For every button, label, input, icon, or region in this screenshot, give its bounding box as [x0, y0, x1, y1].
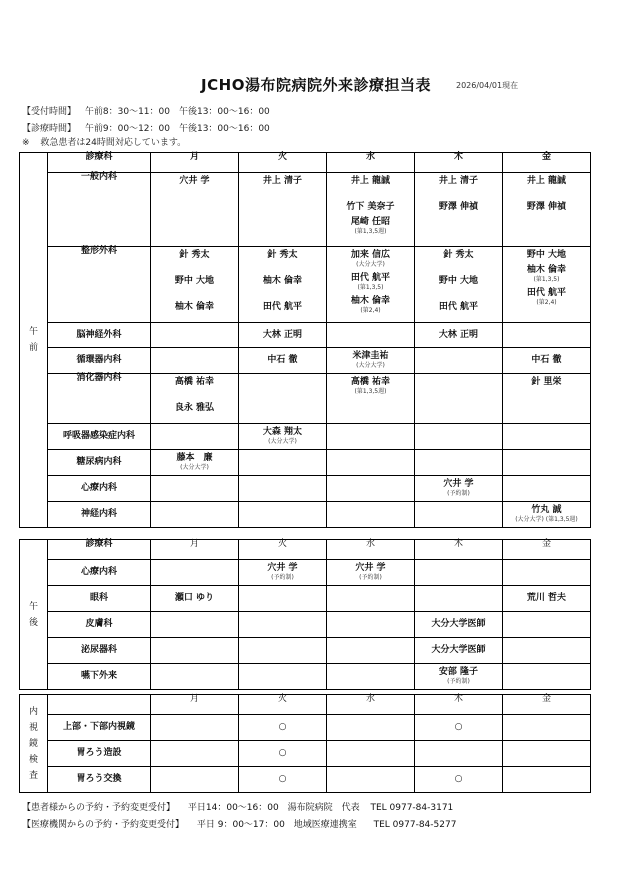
doctor-name: 野中 大地 — [526, 250, 567, 260]
afternoon-label-char: 後 — [28, 617, 38, 628]
day-header: 火 — [239, 540, 327, 560]
doctor-note: (第1,3,5週) — [354, 388, 387, 395]
schedule-cell — [327, 323, 415, 348]
schedule-cell — [503, 374, 591, 424]
doctor-name: 田代 航平 — [438, 302, 479, 312]
endoscopy-label-char: 査 — [28, 770, 38, 781]
schedule-cell — [151, 612, 239, 638]
schedule-cell — [415, 476, 503, 502]
reception-hours-label: 【受付時間】 — [22, 107, 77, 117]
doctor-name: 田代 航平 — [350, 273, 391, 283]
doctor-note: (大分大学) — [268, 438, 297, 445]
doctor-name: 高橋 祐幸 — [350, 377, 391, 387]
doctor-name: 柚木 倫幸 — [526, 265, 567, 275]
consultation-hours-label: 【診療時間】 — [22, 124, 77, 134]
header-row — [20, 695, 591, 715]
department-name: 嚥下外来 — [48, 664, 151, 690]
doctor-note: (大分大学) (第1,3,5週) — [515, 516, 578, 523]
institution-booking-hours: 平日 9：00〜17：00 — [196, 820, 285, 830]
department-name: 心療内科 — [48, 560, 151, 586]
doctor-name: 米津圭祐 — [352, 351, 389, 361]
schedule-cell — [239, 374, 327, 424]
schedule-cell — [239, 560, 327, 586]
department-name: 皮膚科 — [48, 612, 151, 638]
schedule-cell — [327, 247, 415, 323]
doctor-name: 針 秀太 — [267, 250, 298, 260]
endoscopy-label-char: 検 — [28, 754, 38, 765]
afternoon-row — [20, 612, 591, 638]
doctor-name: 井上 龍誠 — [526, 176, 567, 186]
day-header: 水 — [327, 540, 415, 560]
day-header: 月 — [151, 540, 239, 560]
reception-hours — [22, 104, 270, 117]
morning-row — [20, 247, 591, 323]
department-name: 消化器内科 — [48, 374, 151, 424]
schedule-cell — [239, 612, 327, 638]
day-header: 火 — [239, 153, 327, 173]
doctor-name: 加来 信広 — [350, 250, 391, 260]
schedule-cell — [151, 348, 239, 374]
availability-cell — [239, 741, 327, 767]
procedure-name: 胃ろう造設 — [48, 741, 151, 767]
schedule-cell — [151, 173, 239, 247]
schedule-cell — [503, 450, 591, 476]
consultation-hours-text: 午前9：00〜12：00 午後13：00〜16：00 — [84, 124, 270, 134]
morning-row — [20, 374, 591, 424]
schedule-cell — [327, 173, 415, 247]
schedule-cell — [415, 560, 503, 586]
doctor-name: 藤本 廉 — [176, 453, 213, 463]
schedule-cell — [415, 247, 503, 323]
schedule-cell — [415, 424, 503, 450]
schedule-cell — [327, 502, 415, 528]
doctor-name: 柚木 倫幸 — [262, 276, 303, 286]
department-name: 一般内科 — [48, 173, 151, 247]
doctor-name: 大分大学医師 — [431, 619, 486, 629]
endoscopy-label-char: 視 — [28, 722, 38, 733]
day-header: 火 — [239, 695, 327, 715]
institution-booking-place: 地域医療連携室 — [293, 820, 357, 830]
doctor-name: 田代 航平 — [526, 288, 567, 298]
endoscopy-row — [20, 741, 591, 767]
day-header: 木 — [415, 695, 503, 715]
doctor-name: 高橋 祐幸 — [174, 377, 215, 387]
doctor-name: 野中 大地 — [438, 276, 479, 286]
doctor-note: (予約制) — [359, 574, 382, 581]
schedule-cell — [503, 586, 591, 612]
availability-cell — [151, 741, 239, 767]
doctor-name: 柚木 倫幸 — [174, 302, 215, 312]
department-name: 整形外科 — [48, 247, 151, 323]
schedule-cell — [151, 560, 239, 586]
schedule-cell — [503, 560, 591, 586]
institution-booking-line — [22, 817, 456, 830]
endoscopy-label-char: 鏡 — [28, 738, 38, 749]
endoscopy-label — [20, 695, 48, 793]
emergency-note-text: 救急患者は24時間対応しています。 — [40, 138, 187, 148]
doctor-name: 野澤 伸禎 — [438, 202, 479, 212]
availability-cell — [239, 715, 327, 741]
afternoon-label-char: 午 — [28, 601, 38, 612]
schedule-cell — [151, 450, 239, 476]
department-name: 眼科 — [48, 586, 151, 612]
department-name: 心療内科 — [48, 476, 151, 502]
schedule-cell — [503, 173, 591, 247]
doctor-note: (大分大学) — [356, 362, 385, 369]
afternoon-row — [20, 586, 591, 612]
doctor-note: (予約制) — [271, 574, 294, 581]
schedule-cell — [151, 374, 239, 424]
day-header: 木 — [415, 540, 503, 560]
morning-row — [20, 323, 591, 348]
schedule-cell — [239, 247, 327, 323]
doctor-name: 針 里栄 — [531, 377, 562, 387]
morning-row — [20, 476, 591, 502]
patient-booking-tel: TEL 0977-84-3171 — [370, 803, 454, 813]
availability-cell — [503, 767, 591, 793]
emergency-note — [22, 135, 186, 148]
schedule-cell — [415, 450, 503, 476]
schedule-cell — [415, 638, 503, 664]
schedule-cell — [151, 247, 239, 323]
schedule-cell — [151, 638, 239, 664]
morning-row — [20, 502, 591, 528]
schedule-cell — [239, 450, 327, 476]
endoscopy-row — [20, 767, 591, 793]
afternoon-label — [20, 540, 48, 690]
procedure-name: 上部・下部内視鏡 — [48, 715, 151, 741]
schedule-cell — [327, 586, 415, 612]
availability-cell — [327, 767, 415, 793]
doctor-name: 大分大学医師 — [431, 645, 486, 655]
availability-cell — [151, 715, 239, 741]
doctor-name: 井上 清子 — [262, 176, 303, 186]
page-title: JCHO湯布院病院外来診療担当表 — [201, 76, 431, 94]
schedule-cell — [239, 502, 327, 528]
schedule-cell — [151, 424, 239, 450]
available-mark: ○ — [278, 748, 287, 758]
doctor-note: (大分大学) — [356, 261, 385, 268]
doctor-name: 尾崎 任昭 — [350, 217, 391, 227]
institution-booking-tel: TEL 0977-84-5277 — [373, 820, 457, 830]
doctor-name: 田代 航平 — [262, 302, 303, 312]
schedule-cell — [327, 476, 415, 502]
schedule-cell — [239, 664, 327, 690]
dept-column-header — [48, 695, 151, 715]
morning-label — [20, 153, 48, 528]
afternoon-row — [20, 638, 591, 664]
doctor-name: 野中 大地 — [174, 276, 215, 286]
doctor-note: (大分大学) — [180, 464, 209, 471]
doctor-name: 竹丸 誠 — [531, 505, 562, 515]
availability-cell — [151, 767, 239, 793]
schedule-cell — [327, 612, 415, 638]
schedule-cell — [415, 612, 503, 638]
doctor-note: (予約制) — [447, 490, 470, 497]
morning-row — [20, 450, 591, 476]
procedure-name: 胃ろう交換 — [48, 767, 151, 793]
schedule-cell — [503, 323, 591, 348]
schedule-cell — [327, 638, 415, 664]
reception-hours-text: 午前8：30〜11：00 午後13：00〜16：00 — [84, 107, 270, 117]
schedule-cell — [415, 664, 503, 690]
doctor-name: 良永 雅弘 — [174, 403, 215, 413]
day-header: 金 — [503, 540, 591, 560]
availability-cell — [503, 741, 591, 767]
doctor-name: 針 秀太 — [443, 250, 474, 260]
available-mark: ○ — [278, 774, 287, 784]
institution-booking-label: 【医療機関からの予約・予約変更受付】 — [22, 820, 185, 830]
doctor-note: (第2,4) — [536, 299, 557, 306]
header-row — [20, 153, 591, 173]
morning-row — [20, 424, 591, 450]
emergency-note-mark: ※ — [22, 138, 30, 148]
doctor-name: 大林 正明 — [438, 329, 479, 340]
day-header: 水 — [327, 153, 415, 173]
schedule-cell — [415, 374, 503, 424]
department-name: 循環器内科 — [48, 348, 151, 374]
schedule-cell — [151, 476, 239, 502]
doctor-name: 中石 徹 — [531, 355, 562, 365]
schedule-cell — [503, 638, 591, 664]
schedule-cell — [415, 348, 503, 374]
schedule-cell — [503, 476, 591, 502]
doctor-name: 瀬口 ゆり — [174, 593, 215, 603]
schedule-cell — [327, 560, 415, 586]
available-mark: ○ — [454, 722, 463, 732]
doctor-note: (予約制) — [447, 678, 470, 685]
afternoon-table — [19, 539, 591, 690]
doctor-name: 荒川 哲夫 — [526, 593, 567, 603]
schedule-cell — [239, 424, 327, 450]
doctor-name: 安部 隆子 — [438, 667, 479, 677]
doctor-name: 中石 徹 — [267, 355, 298, 365]
schedule-cell — [503, 348, 591, 374]
consultation-hours — [22, 121, 270, 134]
doctor-name: 穴井 学 — [267, 563, 298, 573]
schedule-cell — [503, 664, 591, 690]
schedule-cell — [327, 664, 415, 690]
patient-booking-line — [22, 800, 453, 813]
department-name: 神経内科 — [48, 502, 151, 528]
available-mark: ○ — [278, 722, 287, 732]
schedule-cell — [239, 638, 327, 664]
afternoon-row — [20, 560, 591, 586]
available-mark: ○ — [454, 774, 463, 784]
availability-cell — [503, 715, 591, 741]
schedule-cell — [239, 586, 327, 612]
schedule-cell — [151, 323, 239, 348]
availability-cell — [327, 741, 415, 767]
schedule-cell — [239, 348, 327, 374]
doctor-name: 柚木 倫幸 — [350, 296, 391, 306]
schedule-cell — [239, 476, 327, 502]
schedule-cell — [151, 586, 239, 612]
day-header: 金 — [503, 153, 591, 173]
dept-column-header: 診療科 — [48, 153, 151, 173]
doctor-note: (第1,3,5) — [357, 284, 384, 291]
afternoon-row — [20, 664, 591, 690]
schedule-cell — [327, 450, 415, 476]
doctor-name: 針 秀太 — [179, 250, 210, 260]
schedule-cell — [415, 173, 503, 247]
doctor-name: 穴井 学 — [179, 176, 210, 186]
schedule-cell — [415, 323, 503, 348]
patient-booking-label: 【患者様からの予約・予約変更受付】 — [22, 803, 176, 813]
dept-column-header: 診療科 — [48, 540, 151, 560]
department-name: 脳神経外科 — [48, 323, 151, 348]
doctor-name: 穴井 学 — [355, 563, 386, 573]
day-header: 木 — [415, 153, 503, 173]
department-name: 呼吸器感染症内科 — [48, 424, 151, 450]
doctor-note: (第1,3,5) — [533, 276, 560, 283]
availability-cell — [415, 767, 503, 793]
doctor-name: 大森 翔太 — [262, 427, 303, 437]
schedule-cell — [503, 612, 591, 638]
patient-booking-hours: 平日14：00〜16：00 — [187, 803, 279, 813]
department-name: 糖尿病内科 — [48, 450, 151, 476]
schedule-cell — [151, 502, 239, 528]
department-name: 泌尿器科 — [48, 638, 151, 664]
schedule-cell — [239, 323, 327, 348]
doctor-note: (第2,4) — [360, 307, 381, 314]
morning-label-char: 前 — [28, 343, 38, 353]
doctor-note: (第1,3,5週) — [354, 228, 387, 235]
day-header: 金 — [503, 695, 591, 715]
endoscopy-table — [19, 694, 591, 793]
morning-label-char: 午 — [28, 327, 38, 337]
day-header: 月 — [151, 695, 239, 715]
endoscopy-row — [20, 715, 591, 741]
schedule-cell — [503, 247, 591, 323]
schedule-cell — [415, 586, 503, 612]
schedule-cell — [503, 502, 591, 528]
endoscopy-label-char: 内 — [28, 706, 38, 717]
availability-cell — [327, 715, 415, 741]
doctor-name: 竹下 美奈子 — [346, 202, 395, 212]
schedule-cell — [327, 424, 415, 450]
day-header: 月 — [151, 153, 239, 173]
doctor-name: 穴井 学 — [443, 479, 474, 489]
availability-cell — [239, 767, 327, 793]
schedule-cell — [327, 374, 415, 424]
schedule-cell — [415, 502, 503, 528]
schedule-cell — [503, 424, 591, 450]
doctor-name: 井上 清子 — [438, 176, 479, 186]
availability-cell — [415, 741, 503, 767]
availability-cell — [415, 715, 503, 741]
doctor-name: 野澤 伸禎 — [526, 202, 567, 212]
schedule-cell — [327, 348, 415, 374]
morning-table — [19, 152, 591, 528]
as-of-date: 2026/04/01現在 — [456, 81, 519, 90]
doctor-name: 井上 龍誠 — [350, 176, 391, 186]
schedule-cell — [151, 664, 239, 690]
morning-row — [20, 173, 591, 247]
morning-row — [20, 348, 591, 374]
patient-booking-place: 湯布院病院 代表 — [287, 803, 360, 813]
doctor-name: 大林 正明 — [262, 329, 303, 340]
schedule-cell — [239, 173, 327, 247]
day-header: 水 — [327, 695, 415, 715]
header-row — [20, 540, 591, 560]
